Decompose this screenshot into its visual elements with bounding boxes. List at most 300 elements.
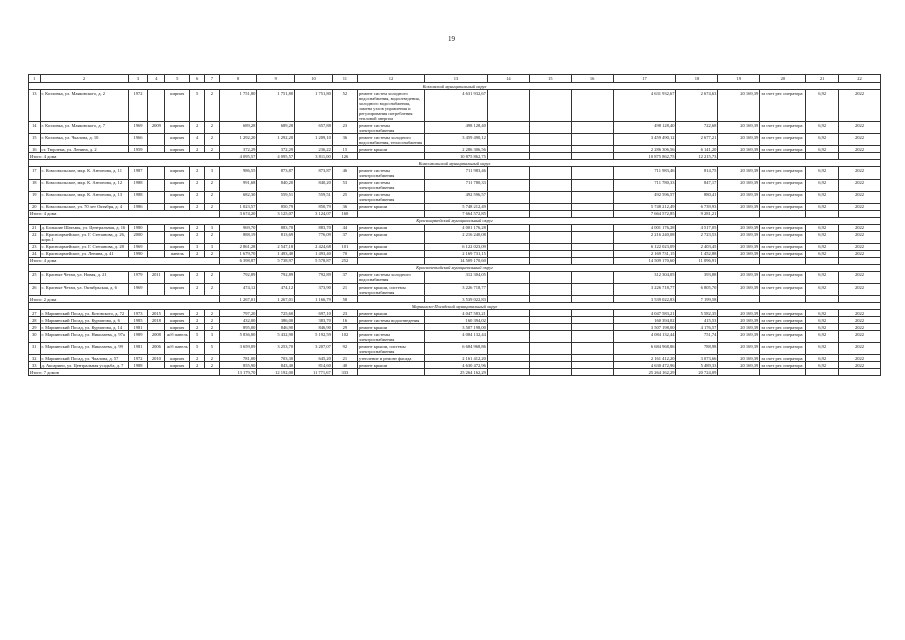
table-row [29, 362, 881, 369]
table-row [29, 179, 881, 191]
cell-empty [529, 224, 571, 231]
total-reg: 7 664 572,85 [613, 210, 676, 217]
cell-unit: 880,41 [676, 191, 718, 203]
cell-mat: кирпич [165, 271, 190, 283]
cell-n: 13 [29, 90, 41, 122]
cell-year: 1969 [128, 122, 148, 134]
total-label: Итого: 4 дома [29, 210, 220, 217]
cell-b: 372,29 [257, 146, 295, 153]
cell-empty [760, 369, 806, 376]
cell-fl: 2 [190, 250, 205, 257]
cell-a: 432,00 [219, 317, 257, 324]
cell-rec [148, 231, 165, 243]
cell-empty [838, 210, 880, 217]
cell-mat: кирпич [165, 224, 190, 231]
cell-max: 20 169,39 [718, 146, 760, 153]
cell-empty [571, 122, 613, 134]
cell-empty [529, 317, 571, 324]
cell-fl: 2 [190, 179, 205, 191]
cell-unit: 788,98 [676, 343, 718, 355]
cell-empty [571, 343, 613, 355]
cell-b: 386,00 [257, 317, 295, 324]
cell-a: 792,89 [219, 271, 257, 283]
district-header-row [29, 83, 881, 90]
cell-empty [571, 284, 613, 296]
total-b: 1 267,01 [257, 296, 295, 303]
cell-ent: 2 [205, 317, 220, 324]
cell-ent: 3 [205, 331, 220, 343]
cell-fin: за счет рег. оператора [760, 355, 806, 362]
district-header-row [29, 217, 881, 224]
table-row [29, 134, 881, 146]
cell-a: 969,70 [219, 224, 257, 231]
cell-addr: с. Красноармейское, ул. Г. Степанова, д. 26, корп.1 [40, 231, 128, 243]
cell-cost: 4 630 472,96 [425, 362, 488, 369]
cell-ye: 2022 [838, 310, 880, 317]
cell-c: 697,10 [295, 310, 333, 317]
cell-reg: 6 122 023,09 [613, 243, 676, 250]
cell-a: 682,30 [219, 191, 257, 203]
cell-n: 14 [29, 122, 41, 134]
cell-empty [529, 296, 571, 303]
cell-pct: 6,92 [806, 179, 838, 191]
cell-max: 20 169,39 [718, 179, 760, 191]
cell-a: 1 751,80 [219, 90, 257, 122]
cell-empty [571, 90, 613, 122]
cell-fin: за счет рег. оператора [760, 362, 806, 369]
cell-year: 1980 [128, 224, 148, 231]
page-number: 19 [448, 35, 455, 43]
cell-empty [718, 153, 760, 160]
cell-empty [487, 210, 529, 217]
cell-rec [148, 90, 165, 122]
cell-ent: 5 [205, 343, 220, 355]
cell-res: 46 [332, 167, 357, 179]
table-row [29, 355, 881, 362]
cell-empty [571, 317, 613, 324]
cell-mat: кирпич [165, 362, 190, 369]
cell-mat: кирпич [165, 203, 190, 210]
table-row [29, 90, 881, 122]
cell-c: 3 207,07 [295, 343, 333, 355]
cell-cost: 3 507 198,00 [425, 324, 488, 331]
cell-res: 36 [332, 203, 357, 210]
cell-unit: 3 073,66 [676, 355, 718, 362]
cell-ent: 2 [205, 355, 220, 362]
cell-a: 3 659,09 [219, 343, 257, 355]
total-unit: 20 724,09 [676, 369, 718, 376]
cell-res: 70 [332, 250, 357, 257]
cell-n: 19 [29, 191, 41, 203]
cell-ye: 2022 [838, 203, 880, 210]
cell-empty [487, 203, 529, 210]
cell-fin: за счет рег. оператора [760, 343, 806, 355]
cell-empty [357, 210, 424, 217]
total-cost: 7 664 572,85 [425, 210, 488, 217]
cell-b: 5 432,90 [257, 331, 295, 343]
cell-fin: за счет рег. оператора [760, 324, 806, 331]
column-number: 15 [529, 75, 571, 83]
cell-year: 1989 [128, 331, 148, 343]
column-number: 21 [806, 75, 838, 83]
total-res: 58 [332, 296, 357, 303]
cell-ye: 2022 [838, 134, 880, 146]
cell-mat: кирпич [165, 243, 190, 250]
cell-unit: 2 723,53 [676, 231, 718, 243]
cell-year: 1979 [128, 271, 148, 283]
cell-empty [760, 210, 806, 217]
cell-c: 1 493,40 [295, 250, 333, 257]
cell-mat: кирпич [165, 310, 190, 317]
cell-empty [487, 90, 529, 122]
cell-fin: за счет рег. оператора [760, 317, 806, 324]
cell-res: 37 [332, 231, 357, 243]
cell-empty [487, 343, 529, 355]
cell-addr: г. Козловка, ул. Маяковского, д. 2 [40, 90, 128, 122]
cell-c: 5 192,59 [295, 331, 333, 343]
cell-ye: 2022 [838, 362, 880, 369]
column-number: 17 [613, 75, 676, 83]
cell-empty [487, 317, 529, 324]
column-number: 14 [487, 75, 529, 83]
cell-max: 20 169,39 [718, 231, 760, 243]
cell-rec: 2010 [148, 355, 165, 362]
cell-pct: 6,92 [806, 134, 838, 146]
cell-max: 20 169,39 [718, 191, 760, 203]
column-number: 11 [332, 75, 357, 83]
cell-work: ремонт крыши [357, 231, 424, 243]
cell-n: 15 [29, 134, 41, 146]
cell-c: 559,51 [295, 191, 333, 203]
cell-empty [529, 369, 571, 376]
cell-unit: 6 805,70 [676, 284, 718, 296]
capital-repair-table [28, 74, 881, 376]
cell-res: 53 [332, 179, 357, 191]
cell-ye: 2022 [838, 355, 880, 362]
cell-a: 855,90 [219, 362, 257, 369]
cell-ye: 2022 [838, 224, 880, 231]
cell-work: ремонт крыши [357, 362, 424, 369]
cell-pct: 6,92 [806, 324, 838, 331]
cell-work: ремонт системы электроснабжения [357, 167, 424, 179]
cell-year: 2000 [128, 231, 148, 243]
total-cost: 10 875 862,75 [425, 153, 488, 160]
cell-a: 5 836,00 [219, 331, 257, 343]
cell-pct: 6,92 [806, 146, 838, 153]
cell-addr: г. Мариинский Посад, ул. Николаева, д. 97а [40, 331, 128, 343]
cell-work: ремонт системы электроснабжения [357, 122, 424, 134]
cell-empty [571, 153, 613, 160]
cell-empty [529, 324, 571, 331]
cell-a: 888,19 [219, 231, 257, 243]
total-b: 3 125,07 [257, 210, 295, 217]
cell-unit: 847,17 [676, 179, 718, 191]
cell-empty [487, 310, 529, 317]
cell-year: 1966 [128, 134, 148, 146]
cell-fl: 2 [190, 122, 205, 134]
table-row [29, 324, 881, 331]
cell-cost: 312 304,05 [425, 271, 488, 283]
column-number: 12 [357, 75, 424, 83]
district-total-row [29, 296, 881, 303]
cell-fl: 2 [190, 191, 205, 203]
cell-empty [529, 271, 571, 283]
cell-empty [529, 310, 571, 317]
cell-year: 1972 [128, 90, 148, 122]
cell-ent: 2 [205, 191, 220, 203]
cell-n: 30 [29, 331, 41, 343]
cell-work: ремонт системы электроснабжения [357, 331, 424, 343]
cell-cost: 492 596,57 [425, 191, 488, 203]
district-name: Красноармейский муниципальный округ [29, 217, 881, 224]
district-name: Комсомольский муниципальный округ [29, 160, 881, 167]
cell-work: ремонт крыши [357, 324, 424, 331]
column-number: 16 [571, 75, 613, 83]
cell-c: 883,70 [295, 224, 333, 231]
cell-b: 813,69 [257, 231, 295, 243]
cell-pct: 6,92 [806, 250, 838, 257]
cell-empty [718, 210, 760, 217]
cell-empty [487, 257, 529, 264]
cell-reg: 2 161 412,20 [613, 355, 676, 362]
cell-reg: 711 983,46 [613, 167, 676, 179]
cell-addr: г. Козловка, ул. Чкалова, д. 10 [40, 134, 128, 146]
table-row [29, 271, 881, 283]
cell-unit: 6 141,20 [676, 146, 718, 153]
cell-n: 26 [29, 284, 41, 296]
cell-rec [148, 203, 165, 210]
cell-empty [529, 203, 571, 210]
cell-a: 2 861,28 [219, 243, 257, 250]
cell-ent: 2 [205, 362, 220, 369]
cell-empty [571, 243, 613, 250]
cell-work: ремонт крыши [357, 243, 424, 250]
cell-ye: 2022 [838, 231, 880, 243]
cell-ent: 2 [205, 179, 220, 191]
cell-empty [529, 343, 571, 355]
cell-empty [529, 362, 571, 369]
cell-max: 20 169,39 [718, 331, 760, 343]
cell-empty [487, 231, 529, 243]
cell-ye: 2022 [838, 179, 880, 191]
cell-max: 20 169,39 [718, 362, 760, 369]
cell-work: ремонт системы электроснабжения [357, 179, 424, 191]
total-a: 3 674,20 [219, 210, 257, 217]
cell-mat: панель [165, 250, 190, 257]
cell-pct: 6,92 [806, 343, 838, 355]
cell-empty [487, 134, 529, 146]
cell-empty [529, 210, 571, 217]
total-a: 1 267,01 [219, 296, 257, 303]
cell-fl: 4 [190, 134, 205, 146]
cell-fl: 2 [190, 167, 205, 179]
cell-fl: 5 [190, 331, 205, 343]
cell-c: 2 424,68 [295, 243, 333, 250]
cell-ent: 2 [205, 146, 220, 153]
cell-n: 24 [29, 250, 41, 257]
cell-max: 20 169,39 [718, 203, 760, 210]
cell-cost: 498 128,40 [425, 122, 488, 134]
cell-res: 23 [332, 122, 357, 134]
cell-rec [148, 250, 165, 257]
cell-rec: 2011 [148, 271, 165, 283]
cell-mat: ж/б панель [165, 343, 190, 355]
cell-unit: 393,88 [676, 271, 718, 283]
cell-max: 20 169,39 [718, 122, 760, 134]
cell-empty [487, 271, 529, 283]
cell-empty [571, 324, 613, 331]
district-header-row [29, 264, 881, 271]
cell-fin: за счет рег. оператора [760, 271, 806, 283]
table-row [29, 243, 881, 250]
cell-rec [148, 191, 165, 203]
cell-rec: 2008 [148, 331, 165, 343]
cell-ye: 2022 [838, 343, 880, 355]
cell-work: ремонт системы водоотведения [357, 317, 424, 324]
cell-mat: кирпич [165, 191, 190, 203]
cell-pct: 6,92 [806, 231, 838, 243]
cell-reg: 492 596,57 [613, 191, 676, 203]
cell-year: 1969 [128, 243, 148, 250]
cell-b: 2 547,18 [257, 243, 295, 250]
cell-year: 1972 [128, 355, 148, 362]
cell-ent: 2 [205, 90, 220, 122]
cell-fin: за счет рег. оператора [760, 331, 806, 343]
cell-a: 1 292,20 [219, 134, 257, 146]
table-row [29, 191, 881, 203]
cell-rec [148, 243, 165, 250]
cell-b: 1 751,80 [257, 90, 295, 122]
cell-addr: д. Аксарино, ул. Центральная усадьба, д. 7 [40, 362, 128, 369]
total-reg: 25 264 162,29 [613, 369, 676, 376]
cell-reg: 312 304,05 [613, 271, 676, 283]
cell-ent: 2 [205, 250, 220, 257]
cell-a: 895,00 [219, 324, 257, 331]
cell-empty [571, 191, 613, 203]
cell-res: 21 [332, 355, 357, 362]
cell-cost: 711 780,33 [425, 179, 488, 191]
cell-c: 776,09 [295, 231, 333, 243]
cell-empty [487, 146, 529, 153]
cell-cost: 2 161 412,20 [425, 355, 488, 362]
cell-b: 846,90 [257, 324, 295, 331]
cell-rec: 2018 [148, 317, 165, 324]
cell-b: 1 493,40 [257, 250, 295, 257]
cell-work: ремонт систем холодного водоснабжения, водоотведения, холодного водоснабжения, замена узлов управления и регулирования потребления тепловой энергии [357, 90, 424, 122]
cell-addr: с. Комсомольское, мкр. К. Антонова, д. 12 [40, 179, 128, 191]
total-res: 333 [332, 369, 357, 376]
cell-max: 20 169,39 [718, 317, 760, 324]
table-row [29, 167, 881, 179]
cell-empty [571, 355, 613, 362]
cell-unit: 751,74 [676, 331, 718, 343]
cell-c: 1 209,10 [295, 134, 333, 146]
cell-fl: 2 [190, 203, 205, 210]
cell-cost: 4 001 176,28 [425, 224, 488, 231]
cell-c: 657,88 [295, 122, 333, 134]
cell-unit: 6 739,93 [676, 203, 718, 210]
total-res: 126 [332, 153, 357, 160]
cell-n: 27 [29, 310, 41, 317]
cell-empty [571, 134, 613, 146]
cell-reg: 4 631 932,67 [613, 90, 676, 122]
cell-c: 840,20 [295, 179, 333, 191]
total-b: 5 738,97 [257, 257, 295, 264]
cell-fin: за счет рег. оператора [760, 250, 806, 257]
cell-empty [718, 257, 760, 264]
cell-empty [487, 324, 529, 331]
cell-ye: 2022 [838, 146, 880, 153]
table-row [29, 317, 881, 324]
cell-rec: 2009 [148, 122, 165, 134]
district-total-row [29, 369, 881, 376]
cell-empty [529, 122, 571, 134]
total-label: Итого: 4 дома [29, 153, 220, 160]
column-number: 5 [165, 75, 190, 83]
total-unit: 11 096,91 [676, 257, 718, 264]
cell-cost: 711 983,46 [425, 167, 488, 179]
cell-rec: 2015 [148, 310, 165, 317]
total-label: Итого: 7 домов [29, 369, 220, 376]
column-number: 22 [838, 75, 880, 83]
cell-b: 873,87 [257, 167, 295, 179]
cell-empty [357, 369, 424, 376]
cell-a: 1 679,70 [219, 250, 257, 257]
cell-ye: 2022 [838, 243, 880, 250]
cell-max: 20 169,39 [718, 90, 760, 122]
cell-fl: 2 [190, 324, 205, 331]
cell-reg: 6 684 968,86 [613, 343, 676, 355]
cell-mat: ж/б панель [165, 331, 190, 343]
cell-b: 883,70 [257, 224, 295, 231]
cell-max: 20 169,39 [718, 167, 760, 179]
cell-n: 31 [29, 343, 41, 355]
cell-res: 15 [332, 146, 357, 153]
total-c: 3 811,00 [295, 153, 333, 160]
cell-empty [571, 310, 613, 317]
cell-ent: 2 [205, 271, 220, 283]
cell-ye: 2022 [838, 167, 880, 179]
cell-cost: 4 631 932,67 [425, 90, 488, 122]
cell-work: ремонт крыши [357, 224, 424, 231]
cell-fin: за счет рег. оператора [760, 203, 806, 210]
cell-pct: 6,92 [806, 224, 838, 231]
cell-res: 44 [332, 224, 357, 231]
cell-cost: 6 684 968,86 [425, 343, 488, 355]
cell-max: 20 169,39 [718, 250, 760, 257]
cell-pct: 6,92 [806, 271, 838, 283]
cell-unit: 415,53 [676, 317, 718, 324]
cell-fl: 2 [190, 355, 205, 362]
cell-a: 986,55 [219, 167, 257, 179]
column-number: 19 [718, 75, 760, 83]
cell-a: 689,28 [219, 122, 257, 134]
cell-unit: 814,75 [676, 167, 718, 179]
cell-res: 37 [332, 271, 357, 283]
cell-fl: 2 [190, 362, 205, 369]
cell-empty [806, 296, 838, 303]
cell-ye: 2022 [838, 331, 880, 343]
district-name: Красночетайский муниципальный округ [29, 264, 881, 271]
cell-addr: с. Красные Четаи, ул. Октябрьская, д. 6 [40, 284, 128, 296]
cell-work: ремонт системы холодного водоснабжения, теплоснабжения [357, 134, 424, 146]
cell-mat: кирпич [165, 317, 190, 324]
cell-ye: 2022 [838, 122, 880, 134]
cell-year: 1990 [128, 250, 148, 257]
cell-b: 792,89 [257, 271, 295, 283]
cell-addr: д. Большие Шатьмы, ул. Центральная, д. 16 [40, 224, 128, 231]
cell-cost: 6 122 023,09 [425, 243, 488, 250]
